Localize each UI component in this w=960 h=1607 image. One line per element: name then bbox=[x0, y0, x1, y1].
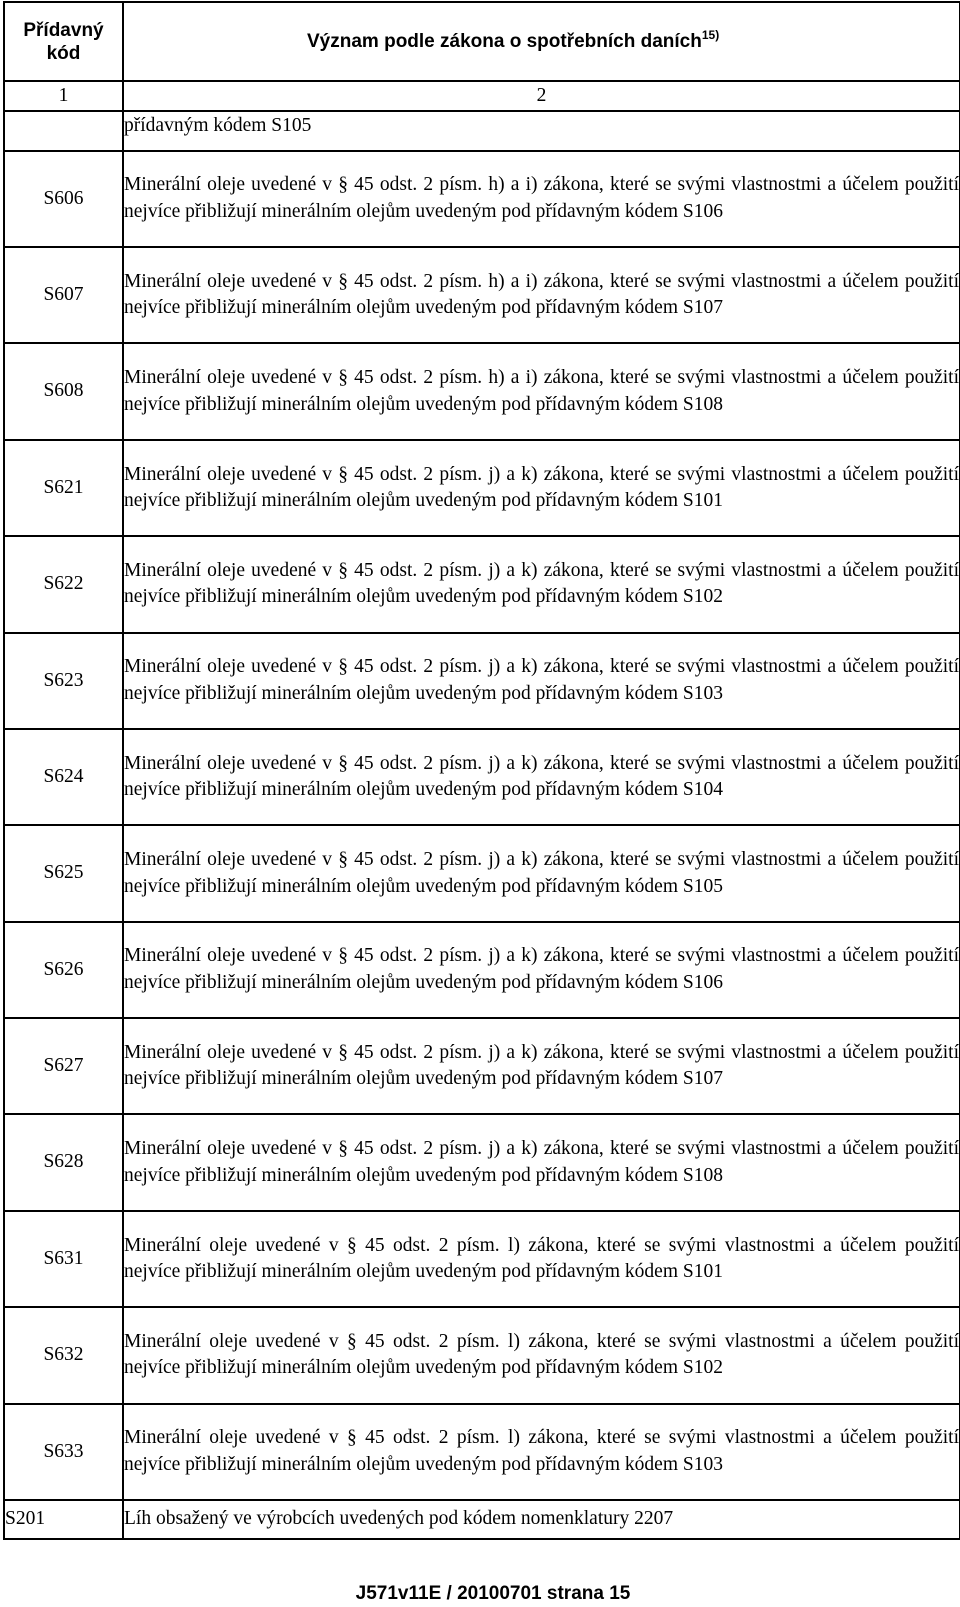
description-cell: Minerální oleje uvedené v § 45 odst. 2 písm. j) a k) zákona, které se svými vlastnostmi a účelem použití nejvíce přibližují minerálním olejům uvedeným pod přídavným kódem S104 bbox=[123, 729, 960, 825]
table-row bbox=[4, 536, 960, 632]
table-row bbox=[4, 922, 960, 1018]
table-row bbox=[4, 1500, 960, 1539]
header-row bbox=[4, 2, 960, 81]
page-footer: J571v11E / 20100701 strana 15 bbox=[355, 1583, 631, 1604]
description-cell: Minerální oleje uvedené v § 45 odst. 2 písm. j) a k) zákona, které se svými vlastnostmi a účelem použití nejvíce přibližují minerálním olejům uvedeným pod přídavným kódem S102 bbox=[123, 536, 960, 632]
additional-codes-table bbox=[3, 1, 960, 1540]
description-cell: Minerální oleje uvedené v § 45 odst. 2 písm. j) a k) zákona, které se svými vlastnostmi a účelem použití nejvíce přibližují minerálním olejům uvedeným pod přídavným kódem S107 bbox=[123, 1018, 960, 1114]
footnote-ref: 15) bbox=[701, 28, 720, 42]
table-row bbox=[4, 247, 960, 343]
description-cell: Minerální oleje uvedené v § 45 odst. 2 písm. l) zákona, které se svými vlastnostmi a účelem použití nejvíce přibližují minerálním olejům uvedeným pod přídavným kódem S101 bbox=[123, 1211, 960, 1307]
code-cell: S606 bbox=[4, 151, 123, 247]
header-meaning-text: Význam podle zákona o spotřebních daních bbox=[307, 31, 702, 52]
code-cell: S632 bbox=[4, 1307, 123, 1403]
header-code bbox=[4, 2, 123, 81]
description-cell: Minerální oleje uvedené v § 45 odst. 2 písm. h) a i) zákona, které se svými vlastnostmi a účelem použití nejvíce přibližují minerálním olejům uvedeným pod přídavným kódem S106 bbox=[123, 151, 960, 247]
table-row bbox=[4, 1404, 960, 1500]
table-row bbox=[4, 1114, 960, 1210]
description-cell: Minerální oleje uvedené v § 45 odst. 2 písm. h) a i) zákona, které se svými vlastnostmi a účelem použití nejvíce přibližují minerálním olejům uvedeným pod přídavným kódem S108 bbox=[123, 343, 960, 439]
table-row bbox=[4, 1018, 960, 1114]
description-cell: Minerální oleje uvedené v § 45 odst. 2 písm. l) zákona, které se svými vlastnostmi a účelem použití nejvíce přibližují minerálním olejům uvedeným pod přídavným kódem S102 bbox=[123, 1307, 960, 1403]
table-row bbox=[4, 633, 960, 729]
description-cell: Minerální oleje uvedené v § 45 odst. 2 písm. j) a k) zákona, které se svými vlastnostmi a účelem použití nejvíce přibližují minerálním olejům uvedeným pod přídavným kódem S108 bbox=[123, 1114, 960, 1210]
code-cell: S625 bbox=[4, 825, 123, 921]
code-cell: S631 bbox=[4, 1211, 123, 1307]
table-row bbox=[4, 151, 960, 247]
continuation-row bbox=[4, 111, 960, 151]
description-cell: Minerální oleje uvedené v § 45 odst. 2 písm. j) a k) zákona, které se svými vlastnostmi a účelem použití nejvíce přibližují minerálním olejům uvedeným pod přídavným kódem S101 bbox=[123, 440, 960, 536]
code-cell: S607 bbox=[4, 247, 123, 343]
code-cell: S628 bbox=[4, 1114, 123, 1210]
continuation-text: přídavným kódem S105 bbox=[123, 111, 960, 151]
table-row bbox=[4, 825, 960, 921]
code-cell: S627 bbox=[4, 1018, 123, 1114]
column-number-2: 2 bbox=[123, 81, 960, 111]
table-row bbox=[4, 1307, 960, 1403]
table-row bbox=[4, 1211, 960, 1307]
code-cell: S201 bbox=[4, 1500, 123, 1539]
description-cell: Minerální oleje uvedené v § 45 odst. 2 písm. j) a k) zákona, které se svými vlastnostmi a účelem použití nejvíce přibližují minerálním olejům uvedeným pod přídavným kódem S105 bbox=[123, 825, 960, 921]
description-cell: Minerální oleje uvedené v § 45 odst. 2 písm. l) zákona, které se svými vlastnostmi a účelem použití nejvíce přibližují minerálním olejům uvedeným pod přídavným kódem S103 bbox=[123, 1404, 960, 1500]
description-cell: Líh obsažený ve výrobcích uvedených pod kódem nomenklatury 2207 bbox=[123, 1500, 960, 1539]
table-row bbox=[4, 343, 960, 439]
code-cell: S623 bbox=[4, 633, 123, 729]
continuation-code-cell bbox=[4, 111, 123, 151]
code-cell: S626 bbox=[4, 922, 123, 1018]
description-cell: Minerální oleje uvedené v § 45 odst. 2 písm. j) a k) zákona, které se svými vlastnostmi a účelem použití nejvíce přibližují minerálním olejům uvedeným pod přídavným kódem S103 bbox=[123, 633, 960, 729]
code-cell: S624 bbox=[4, 729, 123, 825]
column-number-1: 1 bbox=[4, 81, 123, 111]
header-meaning bbox=[123, 2, 960, 81]
column-number-row bbox=[4, 81, 960, 111]
description-cell: Minerální oleje uvedené v § 45 odst. 2 písm. h) a i) zákona, které se svými vlastnostmi a účelem použití nejvíce přibližují minerálním olejům uvedeným pod přídavným kódem S107 bbox=[123, 247, 960, 343]
table-row bbox=[4, 729, 960, 825]
code-cell: S608 bbox=[4, 343, 123, 439]
header-code-text: Přídavný kód bbox=[23, 19, 104, 64]
description-cell: Minerální oleje uvedené v § 45 odst. 2 písm. j) a k) zákona, které se svými vlastnostmi a účelem použití nejvíce přibližují minerálním olejům uvedeným pod přídavným kódem S106 bbox=[123, 922, 960, 1018]
code-cell: S622 bbox=[4, 536, 123, 632]
table-row bbox=[4, 440, 960, 536]
code-cell: S621 bbox=[4, 440, 123, 536]
code-cell: S633 bbox=[4, 1404, 123, 1500]
